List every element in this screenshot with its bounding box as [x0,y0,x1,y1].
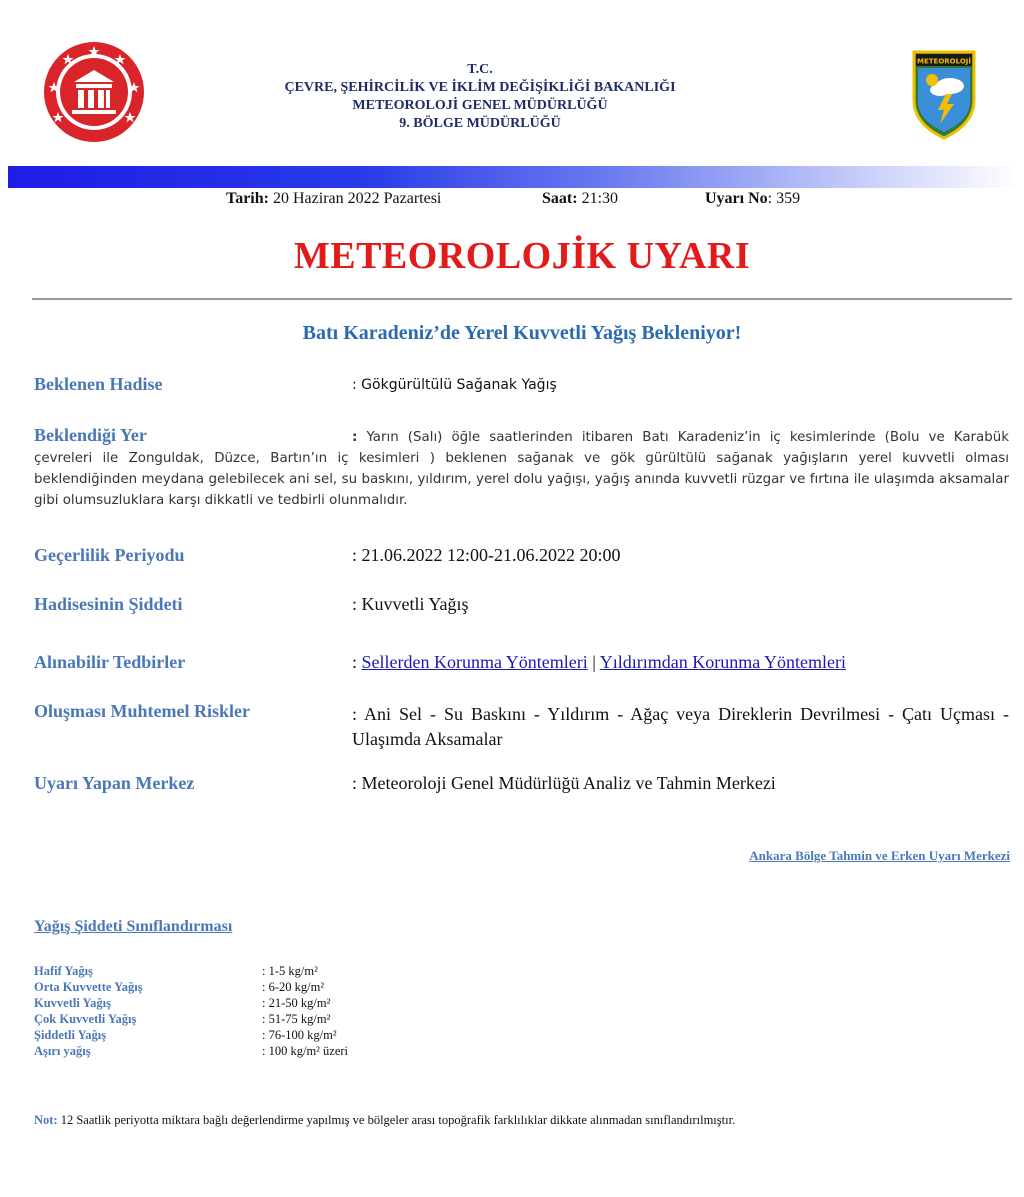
class-value-severe: : 76-100 kg/m² [262,1028,337,1042]
risks-label: Oluşması Muhtemel Riskler [34,701,250,721]
validity-value: : 21.06.2022 12:00-21.06.2022 20:00 [352,545,621,565]
location-prefix: : [352,430,358,445]
class-label-extreme: Aşırı yağış [34,1044,91,1058]
header-line-directorate: METEOROLOJİ GENEL MÜDÜRLÜĞÜ [352,98,608,113]
class-label-moderate: Orta Kuvvette Yağış [34,980,143,994]
severity-value: : Kuvvetli Yağış [352,594,469,614]
warning-number-field [705,190,800,208]
class-value-very-heavy: : 51-75 kg/m² [262,1012,331,1026]
warning-number-label: Uyarı No [705,190,768,207]
note-text: 12 Saatlik periyotta miktara bağlı değerlendirme yapılmış ve bölgeler arası topoğrafik farklılıklar dikkate alınmadan sınıflandırılmıştır. [60,1113,736,1127]
ministry-seal-logo [42,40,146,144]
flood-protection-link[interactable]: Sellerden Korunma Yöntemleri [361,652,588,672]
class-label-light: Hafif Yağış [34,964,93,978]
date-field [226,190,441,208]
logo-text: METEOROLOJİ [917,57,971,66]
lightning-protection-link[interactable]: Yıldırımdan Korunma Yöntemleri [599,652,847,672]
date-label: Tarih: [226,190,269,207]
header-gradient-band [8,166,1018,188]
class-value-heavy: : 21-50 kg/m² [262,996,331,1010]
measures-value [352,652,846,673]
ankara-center-link[interactable]: Ankara Bölge Tahmin ve Erken Uyarı Merkezi [749,848,1010,863]
header-line-tc: T.C. [467,62,493,77]
time-value: 21:30 [581,190,619,207]
validity-label: Geçerlilik Periyodu [34,545,185,565]
class-label-very-heavy: Çok Kuvvetli Yağış [34,1012,137,1026]
measures-prefix: : [352,652,358,672]
note [34,1112,994,1128]
location-description [34,427,1009,511]
classification-title: Yağış Şiddeti Sınıflandırması [34,918,233,935]
date-value: 20 Haziran 2022 Pazartesi [272,190,442,207]
location-value: Yarın (Salı) öğle saatlerinden itibaren Batı Karadeniz’in iç kesimlerinde (Bolu ve Karabük çevreleri ile Zonguldak, Düzce, Bartın’ın iç kesimleri ) beklenen sağanak ve gök gürültülü sağanak yağışların yerel kuvvetli olması beklendiğinden meydana gelebilecek ani sel, su baskını, yıldırım, yerel dolu yağışı, yağış anında kuvvetli rüzgar ve fırtına ile ulaşımda aksamalar gibi olumsuzluklara karşı dikkatli ve tedbirli olunmalıdır. [34,430,1009,508]
time-label: Saat: [542,190,578,207]
header-line-region: 9. BÖLGE MÜDÜRLÜĞÜ [399,116,561,131]
class-value-extreme: : 100 kg/m² üzeri [262,1044,349,1058]
page-title: METEOROLOJİK UYARI [293,235,751,277]
class-label-heavy: Kuvvetli Yağış [34,996,111,1010]
measures-label: Alınabilir Tedbirler [34,652,186,672]
divider [32,298,1012,300]
risks-value: : Ani Sel - Su Baskını - Yıldırım - Ağaç veya Direklerin Devrilmesi - Çatı Uçması - Ulaşımda Aksamalar [352,704,1009,749]
location-label: Beklendiği Yer [34,425,147,445]
severity-label: Hadisesinin Şiddeti [34,594,183,614]
warning-number-value: : 359 [767,190,801,207]
center-label: Uyarı Yapan Merkez [34,773,195,793]
class-value-light: : 1-5 kg/m² [262,964,318,978]
expected-event-label: Beklenen Hadise [34,374,163,394]
class-label-severe: Şiddetli Yağış [34,1028,107,1042]
expected-event-value: : Gökgürültülü Sağanak Yağış [352,377,557,393]
note-label: Not: [34,1113,58,1127]
time-field [542,190,618,208]
measures-separator: | [592,652,596,672]
center-value: : Meteoroloji Genel Müdürlüğü Analiz ve Tahmin Merkezi [352,773,776,793]
warning-headline: Batı Karadeniz’de Yerel Kuvvetli Yağış Bekleniyor! [302,322,742,344]
warning-meta-line [0,190,1024,212]
header-line-ministry: ÇEVRE, ŞEHİRCİLİK VE İKLİM DEĞİŞİKLİĞİ BAKANLIĞI [284,80,676,95]
meteoroloji-shield-logo [912,50,976,140]
class-value-moderate: : 6-20 kg/m² [262,980,325,994]
